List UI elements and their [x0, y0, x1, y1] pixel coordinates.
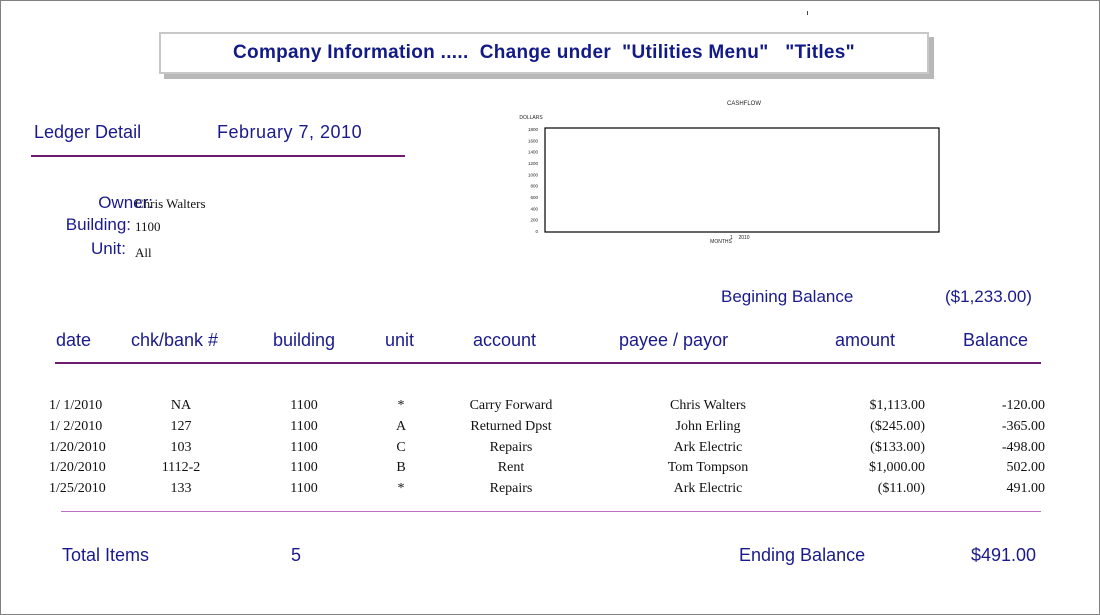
chart-y-tick: 1600 [527, 138, 538, 144]
header-divider [55, 362, 1041, 364]
chart-title: CASHFLOW [726, 101, 762, 107]
cell-date: 1/20/2010 [49, 439, 106, 455]
cell-account: Carry Forward [469, 398, 553, 413]
building-value: 1100 [135, 219, 161, 234]
unit-label: Unit: [91, 239, 126, 258]
cell-building: 1100 [290, 460, 318, 476]
beginning-balance-value: ($1,233.00) [945, 287, 1032, 306]
chart-y-tick: 600 [530, 195, 538, 200]
cell-payee: John Erling [675, 418, 741, 434]
chart-y-tick: 1400 [527, 149, 538, 155]
cell-payee: Ark Electric [673, 481, 743, 497]
chart-y-tick: 200 [530, 217, 538, 223]
col-header-amount: amount [835, 330, 896, 350]
page-mark [807, 11, 808, 15]
cell-amount: $1,000.00 [869, 460, 925, 476]
total-items-value: 5 [291, 545, 302, 565]
cell-building: 1100 [290, 481, 318, 497]
cell-date: 1/ 1/2010 [49, 398, 103, 413]
cell-payee: Ark Electric [673, 439, 743, 455]
cell-balance: -498.00 [1001, 439, 1045, 455]
cell-chk: NA [170, 398, 192, 413]
chart-y-tick: 400 [530, 206, 538, 212]
cell-balance: -120.00 [1001, 398, 1045, 413]
company-info-banner[interactable] [159, 32, 929, 74]
chart-x-label: MONTHS [710, 239, 732, 245]
ending-balance-value: $491.00 [971, 545, 1037, 565]
chart-y-tick: 1800 [527, 127, 538, 132]
cell-building: 1100 [290, 418, 318, 434]
cashflow-chart [501, 97, 961, 247]
chart-x-tick-small: 1 [730, 235, 733, 241]
owner-value: Chris Walters [135, 196, 206, 211]
beginning-balance-label: Begining Balance [721, 287, 854, 306]
ending-balance-label: Ending Balance [739, 545, 866, 565]
cell-chk: 133 [170, 481, 192, 497]
cashflow-chart-svg [501, 97, 961, 247]
cell-balance: 502.00 [1006, 460, 1045, 476]
cell-amount: ($245.00) [870, 418, 925, 434]
col-header-unit: unit [385, 330, 415, 350]
chart-y-label: DOLLARS [519, 115, 543, 121]
cell-account: Repairs [489, 439, 533, 455]
report-title: Ledger Detail [34, 122, 142, 142]
chart-y-tick: 1000 [527, 172, 538, 178]
chart-y-tick: 800 [530, 183, 538, 189]
chart-y-tick: 1200 [527, 161, 538, 166]
owner-label: Owner: [98, 193, 153, 212]
cell-unit: B [396, 460, 406, 476]
cell-amount: ($11.00) [877, 481, 925, 497]
col-header-payee: payee / payor [619, 330, 729, 350]
col-header-building: building [273, 330, 336, 350]
cell-payee: Tom Tompson [667, 460, 749, 476]
cell-chk: 103 [170, 439, 192, 455]
rows-divider [61, 511, 1041, 512]
col-header-account: account [473, 330, 537, 350]
cell-unit: * [397, 398, 405, 413]
total-items-label: Total Items [62, 545, 150, 565]
col-header-chk: chk/bank # [131, 330, 219, 350]
cell-date: 1/20/2010 [49, 460, 106, 476]
cell-date: 1/25/2010 [49, 481, 106, 497]
chart-x-tick: 2010 [738, 235, 750, 241]
building-label: Building: [65, 215, 131, 234]
cell-balance: -365.00 [1001, 418, 1045, 434]
cell-amount: $1,113.00 [869, 398, 925, 413]
cell-date: 1/ 2/2010 [49, 418, 103, 434]
chart-y-tick: 0 [535, 229, 538, 234]
title-divider [31, 155, 405, 157]
cell-account: Repairs [489, 481, 533, 497]
unit-value: All [135, 245, 152, 260]
cell-balance: 491.00 [1006, 481, 1045, 497]
company-info-text: Company Information ..... Change under "Utilities Menu" "Titles" [233, 42, 855, 63]
col-header-balance: Balance [963, 330, 1029, 350]
cell-unit: C [396, 439, 406, 455]
cell-chk: 127 [170, 418, 192, 434]
cell-account: Rent [497, 460, 525, 476]
cell-chk: 1112-2 [161, 460, 201, 476]
chart-plot-area [545, 128, 939, 232]
cell-amount: ($133.00) [870, 439, 925, 455]
cell-account: Returned Dpst [470, 418, 552, 434]
cell-payee: Chris Walters [670, 398, 746, 413]
cell-unit: * [397, 481, 405, 497]
col-header-date: date [56, 330, 92, 350]
report-date: February 7, 2010 [217, 122, 363, 142]
cell-building: 1100 [290, 439, 318, 455]
cell-unit: A [395, 418, 407, 434]
cell-building: 1100 [290, 398, 318, 413]
